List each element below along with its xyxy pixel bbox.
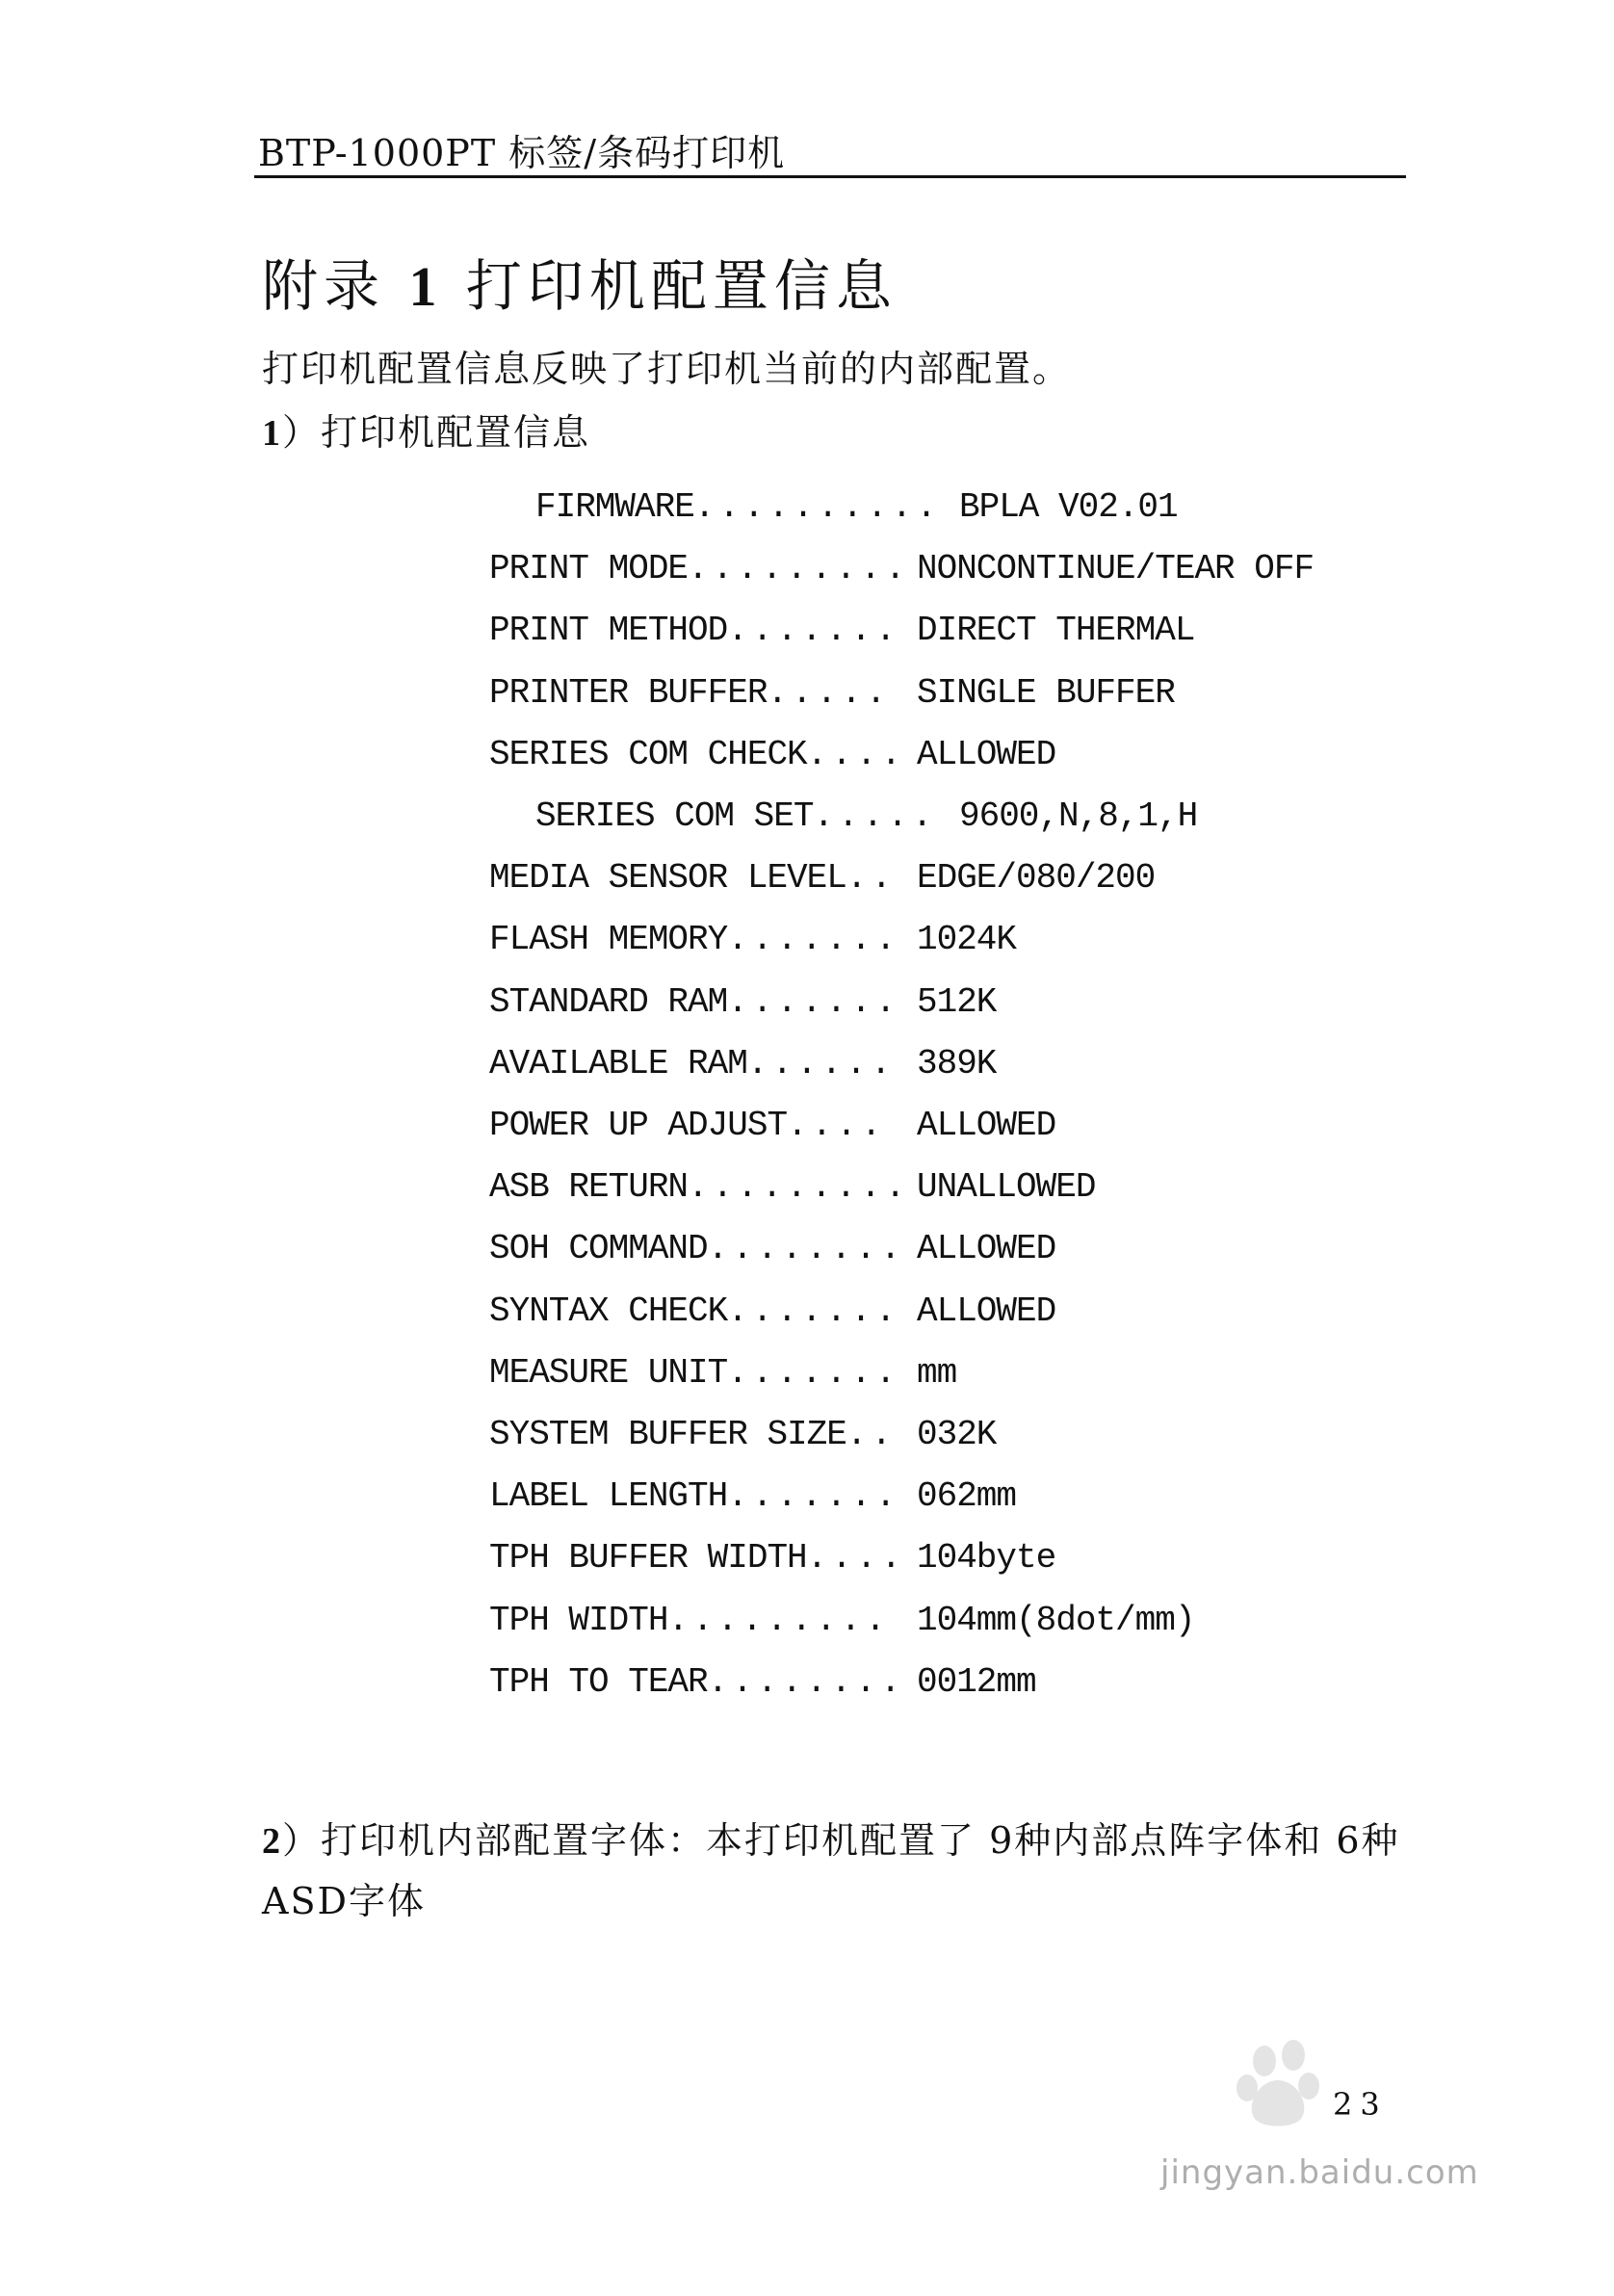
config-leader-dots: ..... <box>813 796 937 836</box>
config-label: SYSTEM BUFFER SIZE <box>489 1415 846 1454</box>
config-label: LABEL LENGTH <box>489 1476 728 1517</box>
config-value: 0012mm <box>917 1661 1036 1702</box>
config-value: 1024K <box>917 920 1017 960</box>
config-label: SERIES COM SET <box>535 796 814 836</box>
config-row <box>489 1352 957 1401</box>
config-value: UNALLOWED <box>917 1167 1096 1208</box>
config-label: PRINT MODE <box>489 549 689 589</box>
config-leader-dots: ....... <box>727 1291 900 1331</box>
config-leader-dots: ....... <box>727 1476 900 1517</box>
config-label: SERIES COM CHECK <box>489 734 807 774</box>
config-leader-dots: .. <box>846 1415 897 1454</box>
appendix-title <box>262 241 898 322</box>
config-leader-dots: .... <box>806 734 906 774</box>
config-row <box>489 920 1017 968</box>
config-row <box>489 549 1315 597</box>
config-leader-dots: ...... <box>746 1043 896 1083</box>
config-leader-dots: ......... <box>688 1167 910 1208</box>
config-leader-dots: ..... <box>767 672 891 713</box>
appendix-prefix: 附录 <box>262 253 386 319</box>
section-1-number: 1 <box>262 413 282 454</box>
config-leader-dots: .... <box>806 1538 906 1578</box>
config-label: FIRMWARE <box>535 487 694 527</box>
intro-paragraph: 打印机配置信息反映了打印机当前的内部配置。 <box>262 348 1072 390</box>
config-value: 9600,N,8,1,H <box>959 796 1198 836</box>
page-number: 23 <box>1333 2086 1388 2123</box>
config-leader-dots: ........ <box>707 1229 905 1269</box>
running-header: BTP-1000PT 标签/条码打印机 <box>258 132 786 174</box>
watermark-url: jingyan.baidu.com <box>1160 2153 1479 2192</box>
config-row <box>489 858 1156 906</box>
config-label: SOH COMMAND <box>489 1229 708 1269</box>
config-row <box>535 796 1198 845</box>
config-row <box>489 1106 1056 1154</box>
config-row <box>489 1476 1017 1525</box>
config-value: 512K <box>917 981 997 1022</box>
config-label: PRINTER BUFFER <box>489 672 768 713</box>
config-label: TPH TO TEAR <box>489 1661 708 1702</box>
config-label: AVAILABLE RAM <box>489 1043 747 1083</box>
config-leader-dots: ....... <box>727 1352 900 1393</box>
config-value: mm <box>917 1352 957 1393</box>
config-leader-dots: ....... <box>727 920 900 960</box>
config-value: ALLOWED <box>917 734 1056 774</box>
config-row <box>489 1538 1056 1586</box>
config-value: SINGLE BUFFER <box>917 672 1175 713</box>
config-label: FLASH MEMORY <box>489 920 728 960</box>
config-label: TPH BUFFER WIDTH <box>489 1538 807 1578</box>
config-label: ASB RETURN <box>489 1167 689 1208</box>
config-leader-dots: ....... <box>727 981 900 1022</box>
header-rule <box>254 175 1406 178</box>
config-leader-dots: .... <box>787 1106 886 1145</box>
config-value: 389K <box>917 1043 997 1083</box>
appendix-number: 1 <box>408 255 443 318</box>
config-value: 062mm <box>917 1476 1017 1517</box>
config-value: ALLOWED <box>917 1229 1056 1269</box>
config-row <box>489 981 997 1031</box>
section-2-text: ）打印机内部配置字体：本打印机配置了 9种内部点阵字体和 6种 ASD字体 <box>262 1819 1400 1922</box>
config-leader-dots: ........ <box>707 1661 905 1702</box>
config-label: MEASURE UNIT <box>489 1352 728 1393</box>
config-value: 104mm(8dot/mm) <box>917 1600 1195 1640</box>
config-row <box>489 1600 1195 1649</box>
config-label: PRINT METHOD <box>489 611 728 651</box>
config-row <box>489 1167 1096 1215</box>
config-value: DIRECT THERMAL <box>917 611 1195 651</box>
config-row <box>489 734 1056 783</box>
config-leader-dots: ......... <box>667 1600 890 1640</box>
config-value: ALLOWED <box>917 1291 1056 1331</box>
config-label: POWER UP ADJUST <box>489 1106 788 1145</box>
config-leader-dots: .. <box>846 858 897 899</box>
config-leader-dots: ......... <box>688 549 910 589</box>
section-2-number: 2 <box>262 1821 282 1862</box>
config-value: ALLOWED <box>917 1106 1056 1145</box>
config-value: BPLA V02.01 <box>959 487 1178 527</box>
section-1-label: ）打印机配置信息 <box>282 411 591 454</box>
config-value: EDGE/080/200 <box>917 858 1156 899</box>
config-row <box>489 1043 997 1092</box>
appendix-heading: 打印机配置信息 <box>465 253 898 319</box>
section-1-heading <box>262 403 590 456</box>
section-2-paragraph <box>262 1811 1418 1931</box>
config-row <box>489 1661 1036 1710</box>
config-row <box>489 611 1195 659</box>
config-leader-dots: ....... <box>727 611 900 651</box>
config-label: MEDIA SENSOR LEVEL <box>489 858 846 899</box>
config-value: 032K <box>917 1415 997 1454</box>
config-row <box>489 1229 1056 1277</box>
config-label: SYNTAX CHECK <box>489 1291 728 1331</box>
config-row <box>489 1291 1056 1340</box>
config-leader-dots: .......... <box>693 487 941 527</box>
config-value: 104byte <box>917 1538 1056 1578</box>
config-value: NONCONTINUE/TEAR OFF <box>917 549 1315 589</box>
config-row <box>489 672 1175 721</box>
config-row <box>535 487 1178 535</box>
config-row <box>489 1415 997 1463</box>
config-label: TPH WIDTH <box>489 1600 668 1640</box>
config-label: STANDARD RAM <box>489 981 728 1022</box>
